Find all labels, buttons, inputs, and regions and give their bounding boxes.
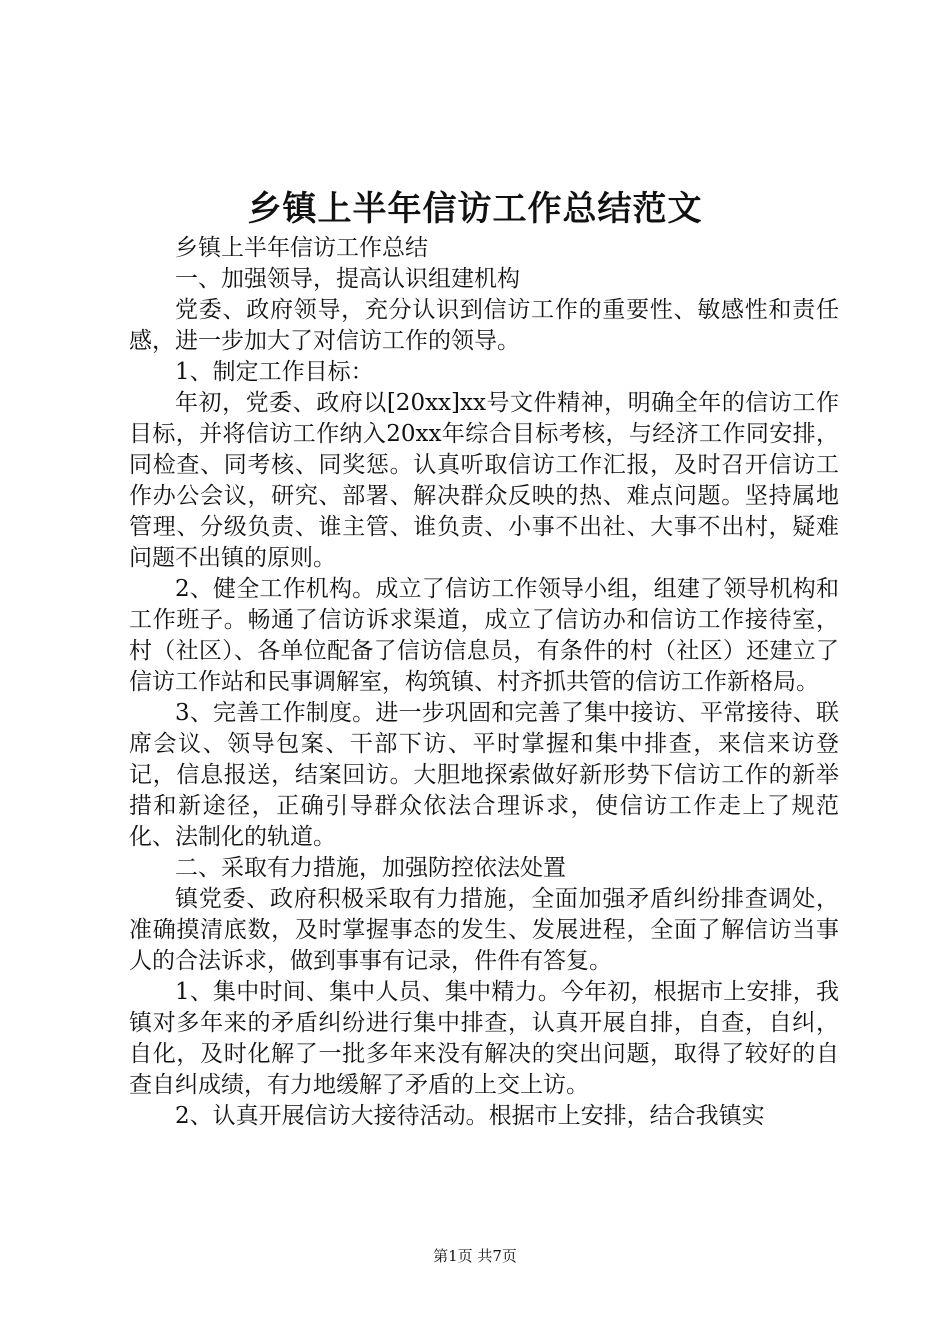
page-number-footer: 第1页 共7页 (433, 1247, 517, 1265)
paragraph: 2、认真开展信访大接待活动。根据市上安排，结合我镇实 (175, 1103, 765, 1129)
paragraph: 镇党委、政府积极采取有力措施，全面加强矛盾纠纷排查调处，准确摸清底数，及时掌握事态的发生、发展进程，全面了解信访当事人的合法诉求，做到事事有记录，件件有答复。 (129, 886, 839, 974)
document-title: 乡镇上半年信访工作总结范文 (247, 189, 703, 229)
paragraph-item-heading: 1、制定工作目标： (175, 359, 374, 385)
paragraph: 1、集中时间、集中人员、集中精力。今年初，根据市上安排，我镇对多年来的矛盾纠纷进行集中排查，认真开展自排，自查，自纠，自化，及时化解了一批多年来没有解决的突出问题，取得了较好的自查自纠成绩，有力地缓解了矛盾的上交上访。 (129, 979, 839, 1098)
paragraph: 2、健全工作机构。成立了信访工作领导小组，组建了领导机构和工作班子。畅通了信访诉求渠道，成立了信访办和信访工作接待室，村（社区）、各单位配备了信访信息员，有条件的村（社区）还建立了信访工作站和民事调解室，构筑镇、村齐抓共管的信访工作新格局。 (129, 576, 839, 695)
paragraph-subtitle: 乡镇上半年信访工作总结 (175, 235, 428, 261)
paragraph: 年初，党委、政府以[20xx]xx号文件精神，明确全年的信访工作目标，并将信访工作纳入20xx年综合目标考核，与经济工作同安排，同检查、同考核、同奖惩。认真听取信访工作汇报，及时召开信访工作办公会议，研究、部署、解决群众反映的热、难点问题。坚持属地管理、分级负责、谁主管、谁负责、小事不出社、大事不出村，疑难问题不出镇的原则。 (129, 390, 839, 571)
document-body (129, 233, 839, 1132)
paragraph-section-two-heading: 二、采取有力措施，加强防控依法处置 (175, 855, 566, 881)
paragraph-section-one-heading: 一、加强领导，提高认识组建机构 (175, 266, 520, 292)
paragraph: 党委、政府领导，充分认识到信访工作的重要性、敏感性和责任感，进一步加大了对信访工作的领导。 (129, 297, 839, 354)
paragraph: 3、完善工作制度。进一步巩固和完善了集中接访、平常接待、联席会议、领导包案、干部下访、平时掌握和集中排查，来信来访登记，信息报送，结案回访。大胆地探索做好新形势下信访工作的新举措和新途径，正确引导群众依法合理诉求，使信访工作走上了规范化、法制化的轨道。 (129, 700, 839, 850)
